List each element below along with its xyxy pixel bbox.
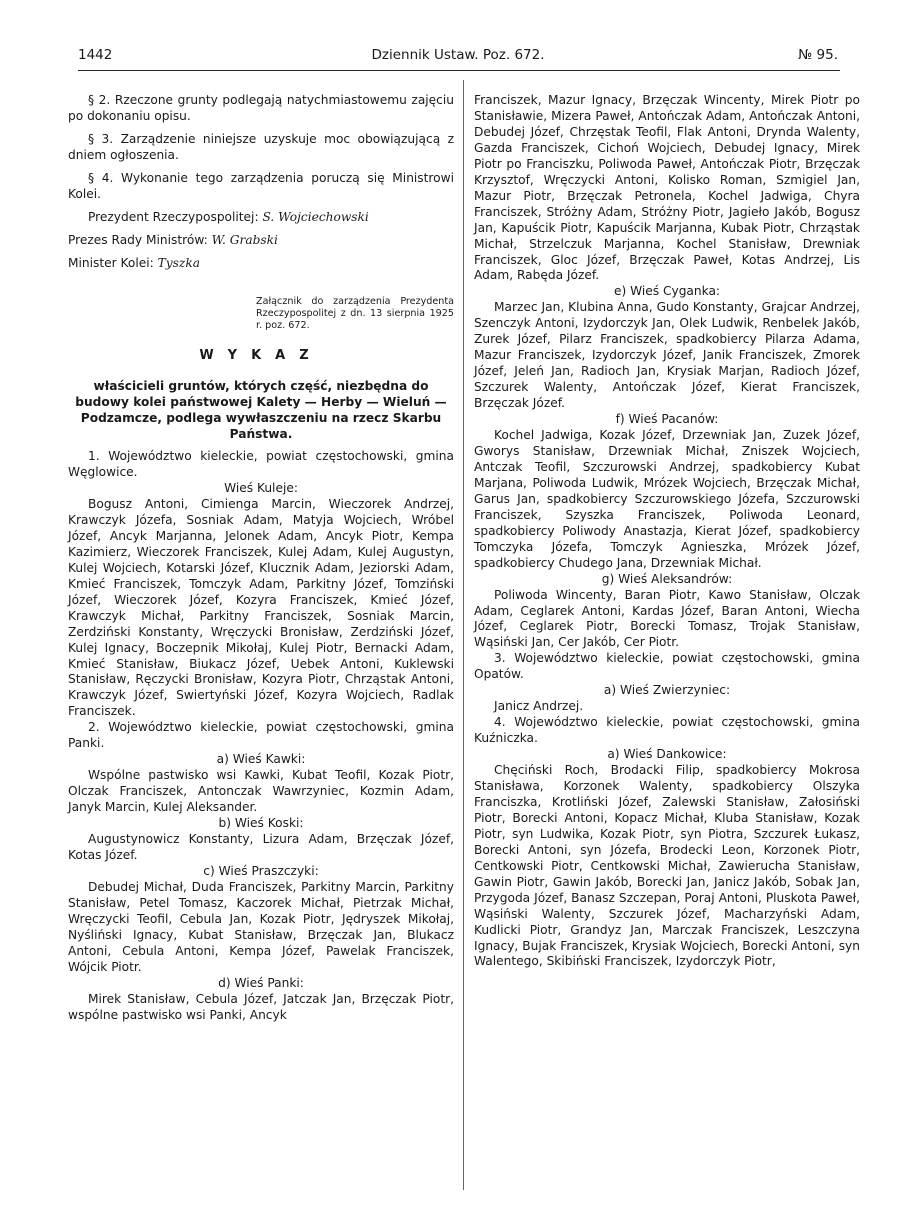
right-column [474,93,860,970]
section-item-1: 1. Województwo kieleckie, powiat częstochowski, gmina Węglowice. [68,449,454,480]
village-title-kawki: a) Wieś Kawki: [216,752,306,767]
list-title: WYKAZ [199,348,323,364]
village-list-pacanow: Kochel Jadwiga, Kozak Józef, Drzewniak Jan, Zuzek Józef, Gworys Stanisław, Drzewniak Michał, Zniszek Wojciech, Antczak Teofil, Szczurowski Andrzej, spadkobiercy Kubat Marjana, Poliwoda Ludwik, Mrózek Wojciech, Brzęczak Michał, Garus Jan, spadkobiercy Szczurowskiego Józefa, Szczurowski Franciszek, Szyszka Franciszek, Poliwoda Leonard, spadkobiercy Poliwody Anastazja, Kierat Józef, spadkobiercy Tomczyka Józefa, Tomczyk Agnieszka, Mrózek Józef, spadkobiercy Chudego Jana, Drzewniak Michał. [474,428,860,570]
village-title-dankowice: a) Wieś Dankowice: [607,747,727,762]
running-header [78,47,838,69]
paragraph-s2: § 2. Rzeczone grunty podlegają natychmiastowemu zajęciu po dokonaniu opisu. [68,93,454,123]
signature-label: Prezydent Rzeczypospolitej: [88,209,259,224]
paragraph-s3: § 3. Zarządzenie niniejsze uzyskuje moc obowiązującą z dniem ogłoszenia. [68,131,454,162]
village-title-zwierzyniec: a) Wieś Zwierzyniec: [603,683,731,698]
section-item-2: 2. Województwo kieleckie, powiat częstochowski, gmina Panki. [68,720,454,751]
signature-name: W. Grabski [211,232,278,247]
village-list-cyganka: Marzec Jan, Klubina Anna, Gudo Konstanty, Grajcar Andrzej, Szenczyk Antoni, Izydorczyk Jan, Olek Ludwik, Renbelek Jakób, Zurek Józef, Pilarz Franciszek, spadkobiercy Pilarza Adama, Mazur Franciszek, Izydorczyk Józef, Janik Franciszek, Zmorek Józef, Jeleń Jan, Radioch Jan, Krysiak Marjan, Radioch Józef, Szczurek Walenty, Antończak Józef, Kierat Franciszek, Brzęczak Józef. [474,300,860,411]
village-title-kuleje: Wieś Kuleje: [224,481,298,496]
annex-note: Załącznik do zarządzenia Prezydenta Rzeczypospolitej z dn. 13 sierpnia 1925 r. poz. 672. [256,295,454,331]
village-list-praszczyki: Debudej Michał, Duda Franciszek, Parkitny Marcin, Parkitny Stanisław, Petel Tomasz, Kaczorek Michał, Pietrzak Michał, Wręczycki Teofil, Cebula Jan, Kozak Piotr, Jędryszek Mikołaj, Nyśliński Ignacy, Kubat Stanisław, Brzęczak Jan, Blukacz Antoni, Cebula Antoni, Kempa Józef, Pawelak Franciszek, Wójcik Piotr. [68,879,454,974]
village-title-koski: b) Wieś Koski: [218,816,304,831]
signature-label: Prezes Rady Ministrów: [68,232,208,247]
signature-president [68,210,454,226]
section-item-3: 3. Województwo kieleckie, powiat częstochowski, gmina Opatów. [474,651,860,682]
left-column [68,93,454,1023]
paragraph-s4: § 4. Wykonanie tego zarządzenia poruczą się Ministrowi Kolei. [68,170,454,201]
village-list-panki-continued: Franciszek, Mazur Ignacy, Brzęczak Wincenty, Mirek Piotr po Stanisławie, Mizera Paweł, Antończak Adam, Antończak Antoni, Debudej Józef, Chrzęstak Teofil, Flak Antoni, Drynda Walenty, Gazda Franciszek, Cichoń Wojciech, Debudej Ignacy, Mirek Piotr po Franciszku, Poliwoda Paweł, Antończak Piotr, Brzęczak Krzysztof, Wręczycki Antoni, Kolisko Roman, Szmigiel Jan, Mazur Piotr, Brzęczak Petronela, Kochel Jadwiga, Chyra Franciszek, Stróżny Adam, Stróżny Piotr, Jagieło Jakób, Bogusz Jan, Kapuścik Piotr, Kapuścik Marjanna, Kubak Piotr, Chrząstak Michał, Strzelczuk Marjanna, Kochel Stanisław, Drewniak Franciszek, Gloc Józef, Brzęczak Paweł, Kotas Andrzej, Lis Adam, Rabęda Józef. [474,93,860,283]
signature-name: S. Wojciechowski [262,209,369,224]
village-title-aleksandrow: g) Wieś Aleksandrów: [601,571,733,586]
page-number: 1442 [78,47,113,63]
village-list-koski: Augustynowicz Konstanty, Lizura Adam, Brzęczak Józef, Kotas Józef. [68,832,454,862]
village-list-kuleje: Bogusz Antoni, Cimienga Marcin, Wieczorek Andrzej, Krawczyk Józefa, Sosniak Adam, Matyja Wojciech, Wróbel Józef, Ancyk Marjanna, Jelonek Adam, Ancyk Piotr, Kempa Kazimierz, Wieczorek Franciszek, Kulej Adam, Kulej Augustyn, Kulej Wojciech, Kotarski Józef, Klucznik Adam, Jeziorski Adam, Kmieć Franciszek, Tomczyk Adam, Parkitny Józef, Tomziński Józef, Wieczorek Józef, Kozyra Franciszek, Kmieć Józef, Krawczyk Michał, Parkitny Franciszek, Sosniak Marcin, Zerdziński Konstanty, Wręczycki Bronisław, Zerdziński Józef, Kulej Ignacy, Boczepnik Mikołaj, Kulej Piotr, Bernacki Adam, Kmieć Stanisław, Biukacz Józef, Uebek Antoni, Kuklewski Stanisław, Ręczycki Bronisław, Kozyra Piotr, Chrząstak Antoni, Krawczyk Józef, Swiertyński Józef, Kozyra Wojciech, Radlak Franciszek. [68,497,454,719]
signature-label: Minister Kolei: [68,255,154,270]
signature-minister [68,256,454,272]
village-list-dankowice: Chęciński Roch, Brodacki Filip, spadkobiercy Mokrosa Stanisława, Korzonek Walenty, spadkobiercy Olszyka Franciszka, Krotliński Józef, Zalewski Stanisław, Załosiński Piotr, Borecki Antoni, Kopacz Michał, Kluba Stanisław, Kozak Piotr, syn Ludwika, Kozak Piotr, syn Piotra, Szczurek Łukasz, Borecki Antoni, syn Józefa, Brodecki Leon, Korzonek Piotr, Centkowski Piotr, Centkowski Michał, Zawierucha Stanisław, Gawin Piotr, Gawin Jakób, Borecki Jan, Janicz Jakób, Sobak Jan, Przygoda Józef, Banasz Szczepan, Poraj Antoni, Pluskota Paweł, Wąsiński Walenty, Szczurek Józef, Macharzyński Adam, Kudlicki Piotr, Grandyz Jan, Marczak Franciszek, Leszczyna Ignacy, Bujak Franciszek, Krysiak Wojciech, Borecki Antoni, syn Walentego, Skibiński Franciszek, Izydorczyk Piotr, [474,763,860,969]
village-title-cyganka: e) Wieś Cyganka: [613,284,721,299]
signature-name: Tyszka [157,255,200,270]
header-rule [78,70,840,71]
village-list-kawki: Wspólne pastwisko wsi Kawki, Kubat Teofil, Kozak Piotr, Olczak Franciszek, Antonczak Wawrzyniec, Kozmin Adam, Janyk Marcin, Kulej Aleksander. [68,768,454,815]
issue-number: № 95. [798,47,838,63]
column-divider [463,80,464,1190]
village-title-panki: d) Wieś Panki: [218,975,304,990]
village-list-aleksandrow: Poliwoda Wincenty, Baran Piotr, Kawo Stanisław, Olczak Adam, Ceglarek Antoni, Kardas Józef, Baran Antoni, Wiecha Józef, Ceglarek Piotr, Borecki Tomasz, Trojak Stanisław, Wąsiński Jan, Cer Jakób, Cer Piotr. [474,587,860,650]
village-list-zwierzyniec: Janicz Andrzej. [494,699,584,714]
village-title-pacanow: f) Wieś Pacanów: [615,412,719,427]
village-title-praszczyki: c) Wieś Praszczyki: [203,863,319,878]
section-item-4: 4. Województwo kieleckie, powiat częstochowski, gmina Kuźniczka. [474,715,860,746]
journal-title: Dziennik Ustaw. Poz. 672. [371,47,545,63]
village-list-panki: Mirek Stanisław, Cebula Józef, Jatczak Jan, Brzęczak Piotr, wspólne pastwisko wsi Panki, Ancyk [68,991,454,1022]
list-heading: właścicieli gruntów, których część, niezbędna do budowy kolei państwowej Kalety — Herby — Wieluń — Podzamcze, podlega wywłaszczeniu na rzecz Skarbu Państwa. [75,379,447,442]
signature-prime-minister [68,233,454,249]
